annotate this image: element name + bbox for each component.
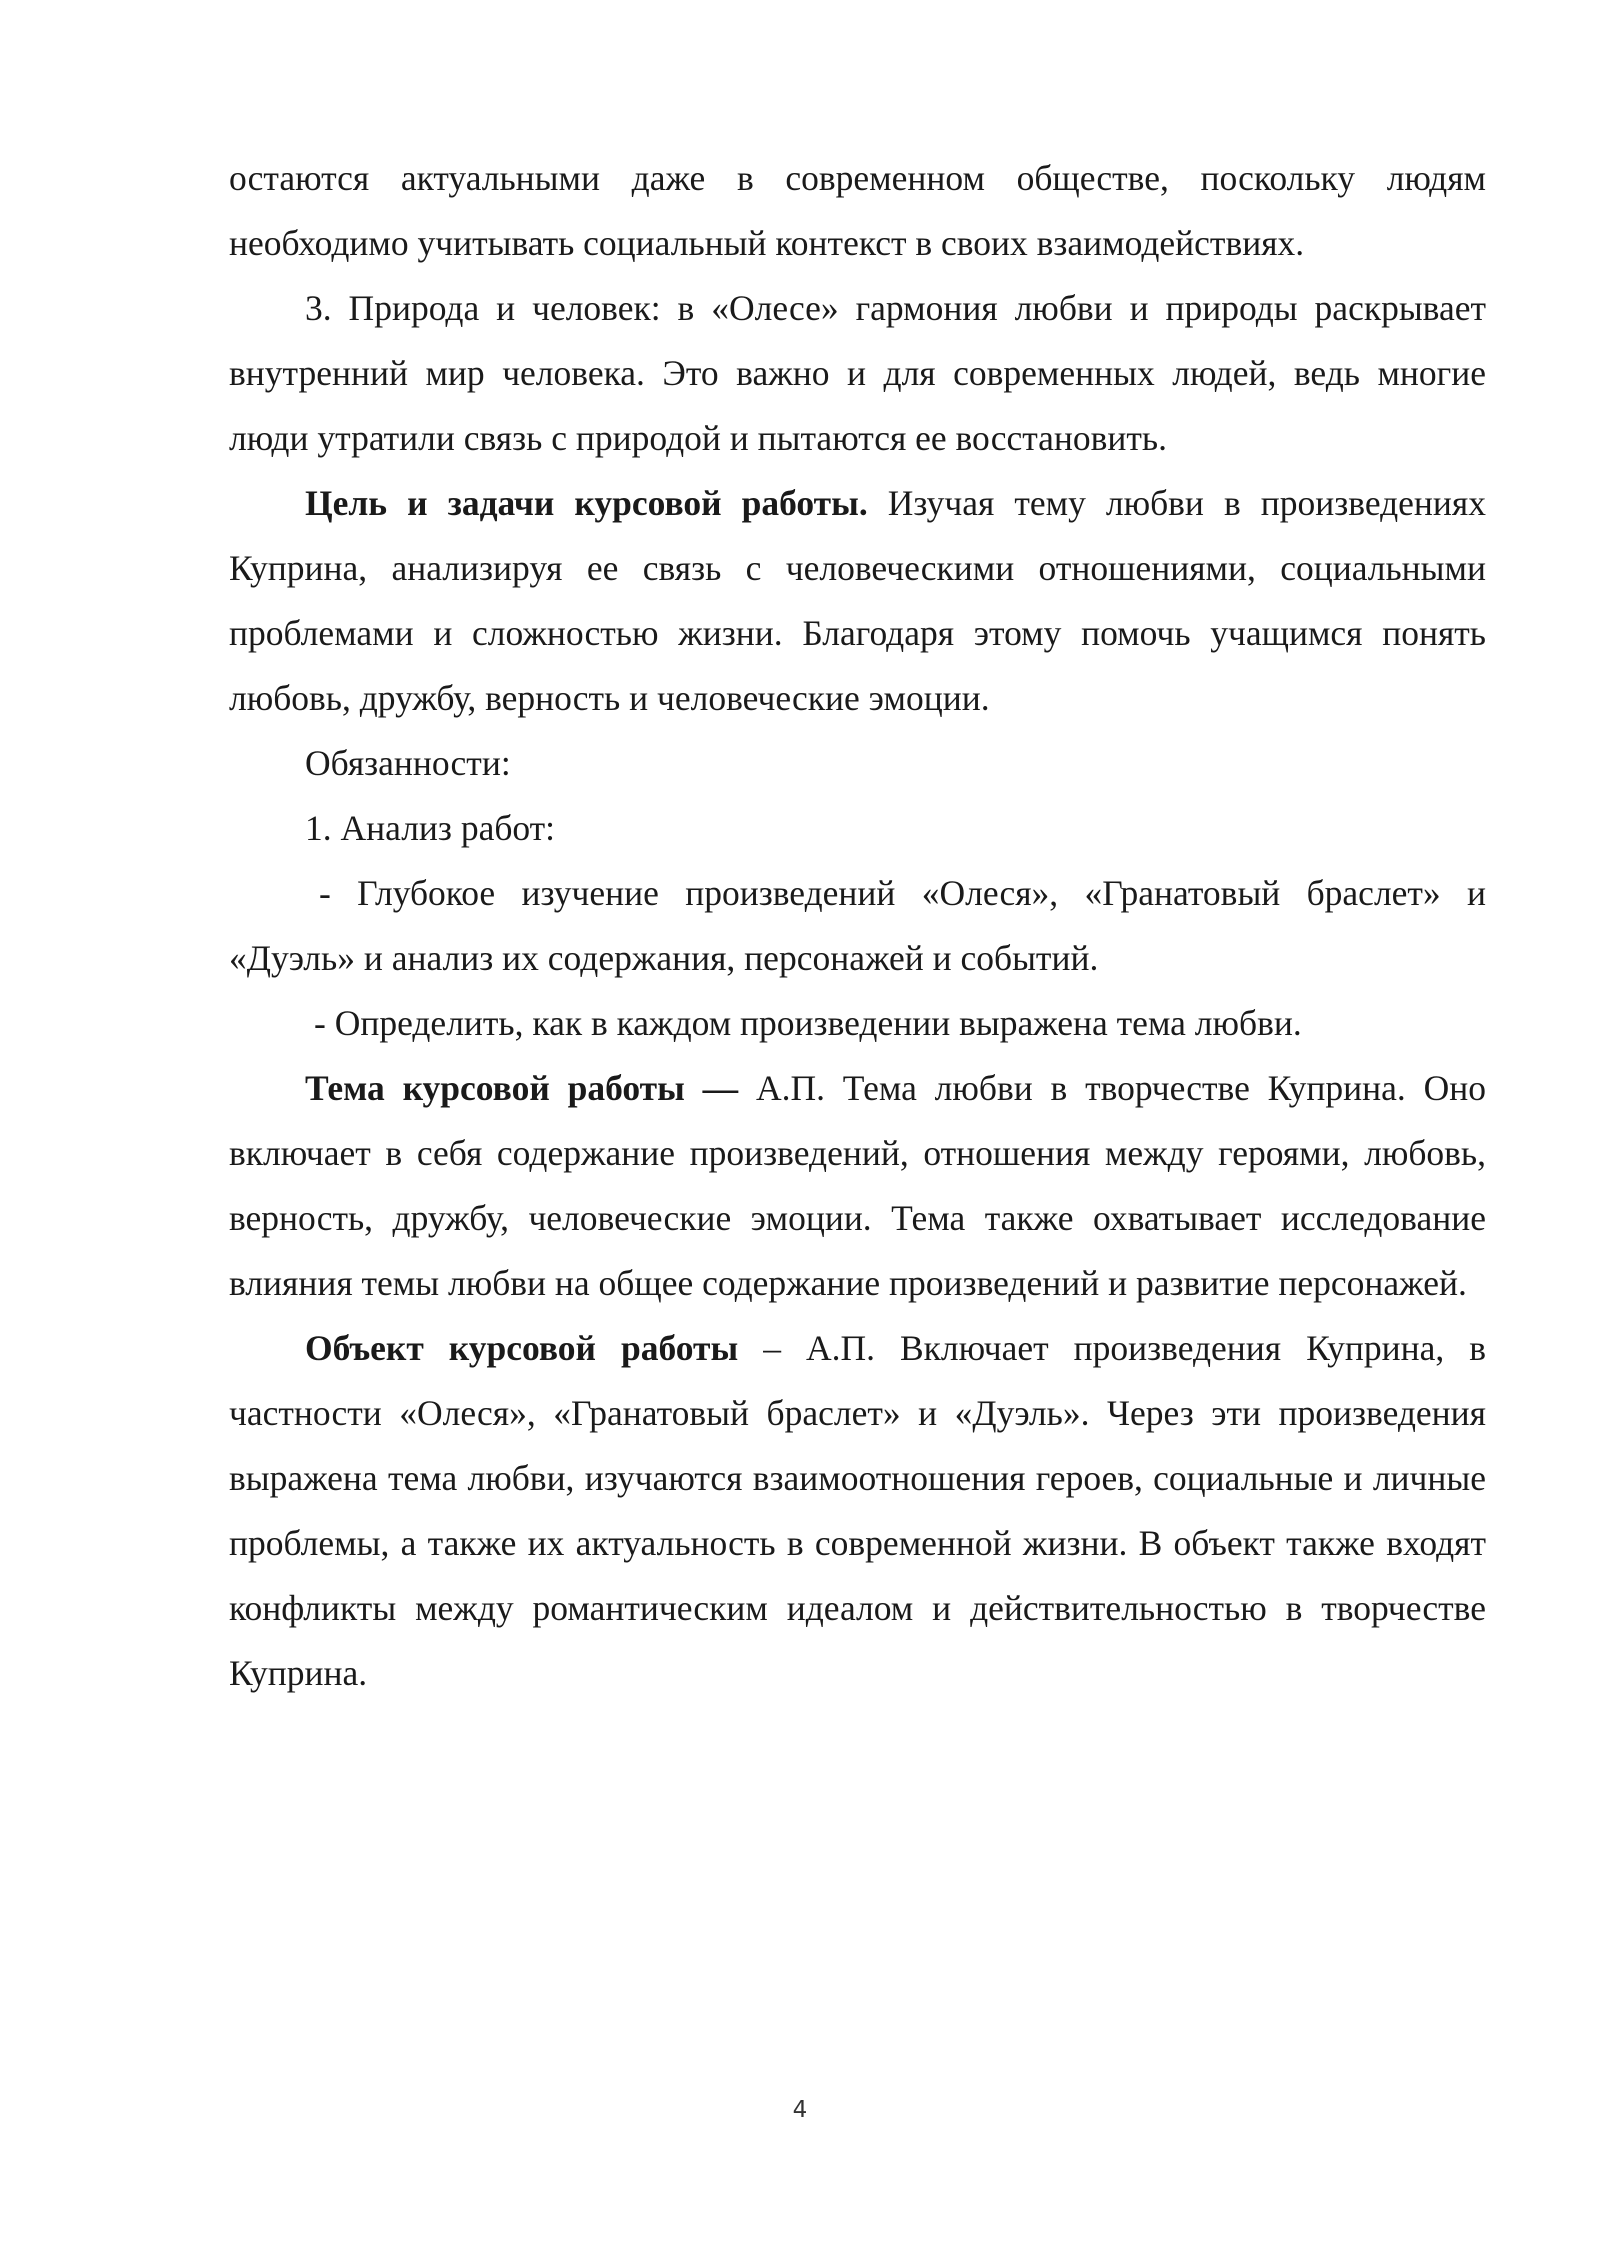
paragraph-text: – А.П. Включает произведения Куприна, в частности «Олеся», «Гранатовый браслет» и «Дуэль». Через эти произведения выражена тема любви, изучаются взаимоотношения героев, социальные и личные проблемы, а также их актуальность в современной жизни. В объект также входят конфликты между романтическим идеалом и действительностью в творчестве Куприна. [229, 1328, 1486, 1693]
paragraph-text: А.П. Тема любви в творчестве Куприна. Оно включает в себя содержание произведений, отношения между героями, любовь, верность, дружбу, человеческие эмоции. Тема также охватывает исследование влияния темы любви на общее содержание произведений и развитие персонажей. [229, 1068, 1486, 1303]
document-body [229, 146, 1486, 1706]
paragraph-dash-item-1 [229, 861, 1486, 991]
paragraph-analysis-item [229, 796, 1486, 861]
paragraph-text: остаются актуальными даже в современном обществе, поскольку людям необходимо учитывать социальный контекст в своих взаимодействиях. [229, 158, 1486, 263]
paragraph-text: 1. Анализ работ: [305, 808, 556, 848]
paragraph-heading-bold: Объект курсовой работы [305, 1328, 739, 1368]
paragraph-continuation [229, 146, 1486, 276]
paragraph-heading-bold: Тема курсовой работы — [305, 1068, 739, 1108]
paragraph-dash-item-2 [229, 991, 1486, 1056]
paragraph-text: - Определить, как в каждом произведении выражена тема любви. [314, 1003, 1302, 1043]
paragraph-goals [229, 471, 1486, 731]
paragraph-nature-and-man [229, 276, 1486, 471]
page-number: 4 [792, 2097, 808, 2123]
paragraph-heading-bold: Цель и задачи курсовой работы. [305, 483, 868, 523]
paragraph-object [229, 1316, 1486, 1706]
paragraph-text: Изучая тему любви в произведениях Куприна, анализируя ее связь с человеческими отношениями, социальными проблемами и сложностью жизни. Благодаря этому помочь учащимся понять любовь, дружбу, верность и человеческие эмоции. [229, 483, 1487, 718]
paragraph-duties [229, 731, 1486, 796]
paragraph-topic [229, 1056, 1486, 1316]
paragraph-text: Обязанности: [305, 743, 511, 783]
paragraph-text: - Глубокое изучение произведений «Олеся», «Гранатовый браслет» и «Дуэль» и анализ их содержания, персонажей и событий. [229, 873, 1486, 978]
paragraph-text: 3. Природа и человек: в «Олесе» гармония любви и природы раскрывает внутренний мир человека. Это важно и для современных людей, ведь многие люди утратили связь с природой и пытаются ее восстановить. [229, 288, 1486, 458]
